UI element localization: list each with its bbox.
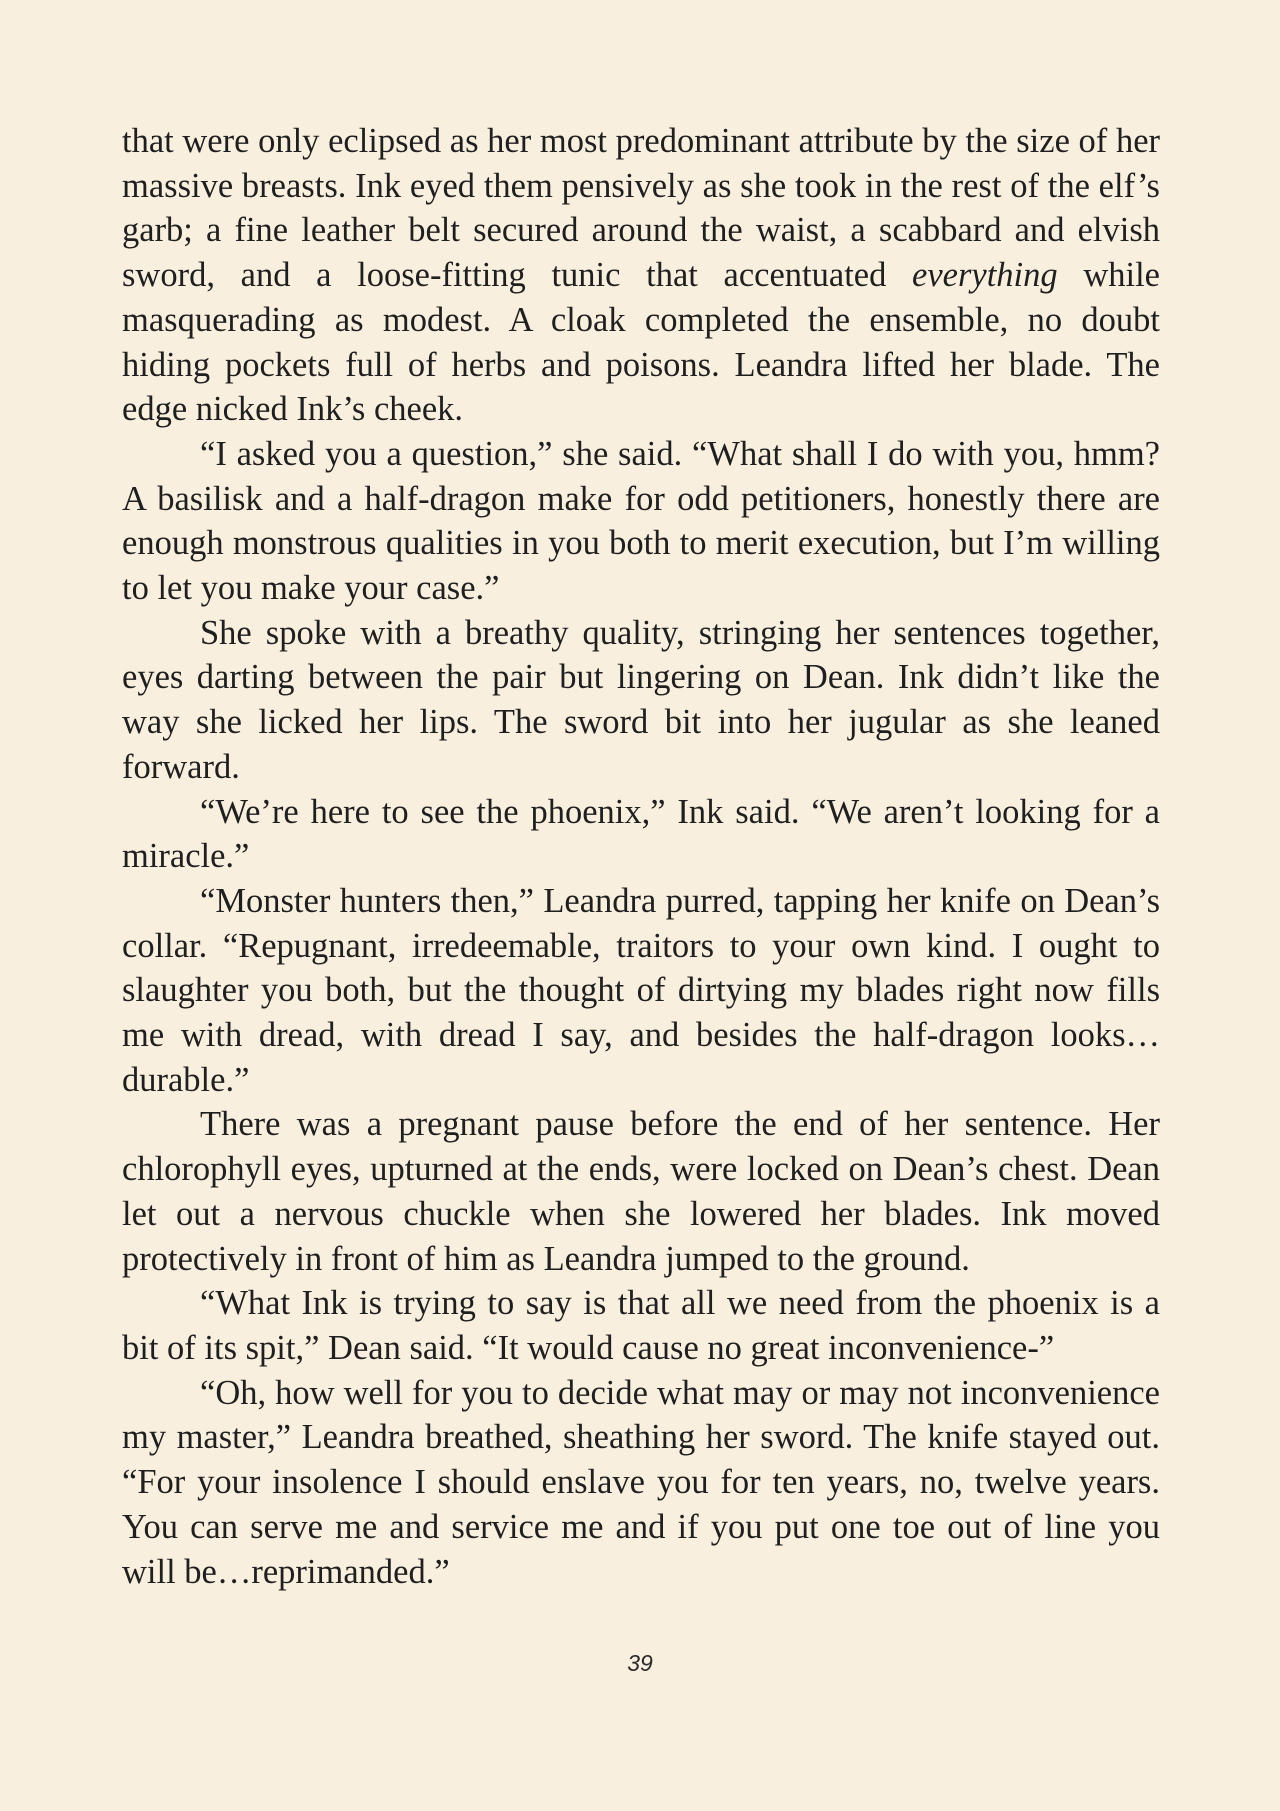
text-run: “Monster hunters then,” Leandra purred, tapping her knife on Dean’s collar. “Repugnant, irredeemable, traitors to your own kind. I ought to slaughter you both, but the thought of dirtying my blades right now fills me with dread, with dread I say, and besides the half-dragon looks…durable.” bbox=[122, 881, 1160, 1099]
text-run: She spoke with a breathy quality, stringing her sentences together, eyes darting between the pair but lingering on Dean. Ink didn’t like the way she licked her lips. The sword bit into her jugular as she leaned forward. bbox=[122, 613, 1160, 786]
paragraph bbox=[122, 879, 1160, 1103]
emphasis-run: everything bbox=[912, 256, 1058, 295]
text-run: “We’re here to see the phoenix,” Ink said. “We aren’t looking for a miracle.” bbox=[122, 792, 1160, 876]
paragraph bbox=[122, 1371, 1160, 1595]
paragraph bbox=[122, 1281, 1160, 1370]
paragraph bbox=[122, 119, 1160, 432]
body-text bbox=[122, 119, 1160, 1594]
text-run: “I asked you a question,” she said. “What shall I do with you, hmm? A basilisk and a half-dragon make for odd petitioners, honestly there are enough monstrous qualities in you both to merit execution, but I’m willing to let you make your case.” bbox=[122, 434, 1160, 608]
text-run: “Oh, how well for you to decide what may or may not inconvenience my master,” Leandra breathed, sheathing her sword. The knife stayed out. “For your insolence I should enslave you for ten years, no, twelve years. You can serve me and service me and if you put one toe out of line you will be…reprimanded.” bbox=[122, 1373, 1160, 1591]
text-run: that were only eclipsed as her most predominant attribute by the size of her massive breasts. Ink eyed them pensively as she took in the rest of the elf’s garb; a fine leather belt secured around the waist, a scabbard and elvish sword, and a loose-fitting tunic that accentuated bbox=[122, 122, 1160, 295]
text-run: while masquerading as modest. A cloak completed the ensemble, no doubt hiding pockets full of herbs and poisons. Leandra lifted her blade. The edge nicked Ink’s cheek. bbox=[122, 256, 1160, 429]
text-run: “What Ink is trying to say is that all we need from the phoenix is a bit of its spit,” Dean said. “It would cause no great inconvenience-” bbox=[122, 1284, 1160, 1367]
text-run: There was a pregnant pause before the end of her sentence. Her chlorophyll eyes, upturned at the ends, were locked on Dean’s chest. Dean let out a nervous chuckle when she lowered her blades. Ink moved protectively in front of him as Leandra jumped to the ground. bbox=[122, 1105, 1160, 1278]
paragraph bbox=[122, 432, 1160, 611]
page-number: 39 bbox=[627, 1650, 653, 1676]
paragraph bbox=[122, 611, 1160, 790]
paragraph bbox=[122, 1102, 1160, 1281]
paragraph bbox=[122, 790, 1160, 879]
